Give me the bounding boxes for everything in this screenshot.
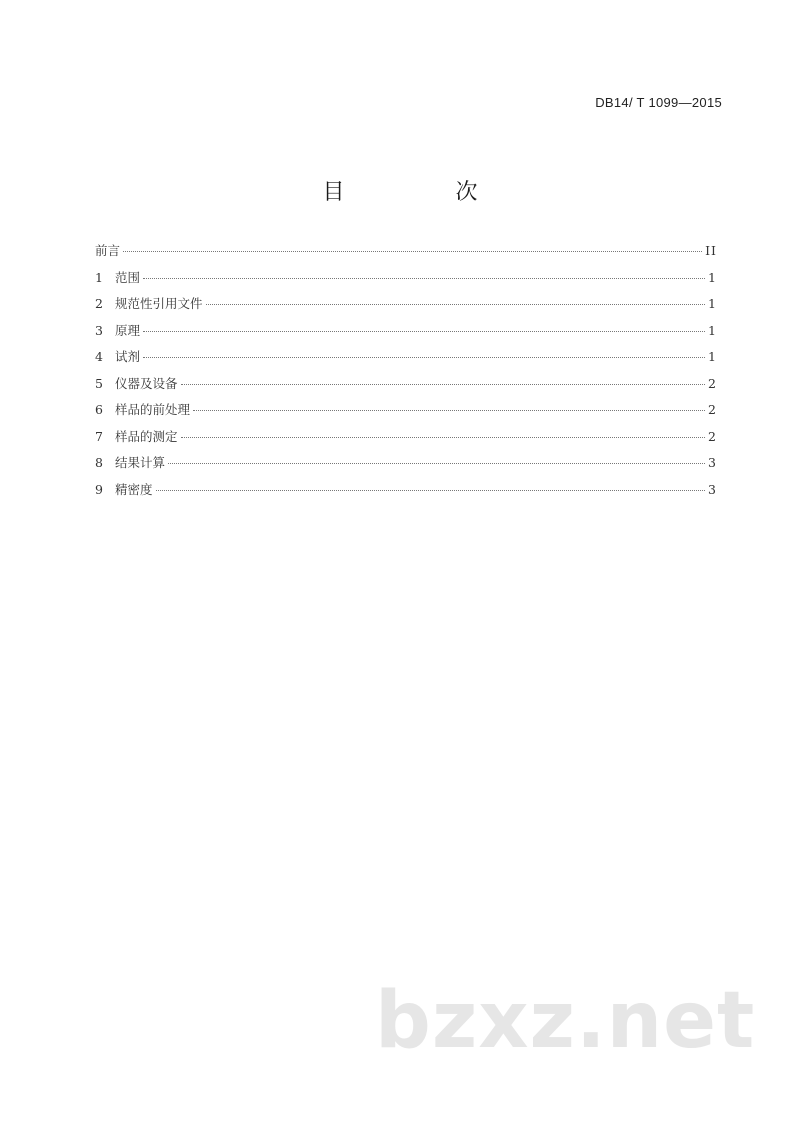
toc-entry-scope[interactable] (95, 268, 717, 295)
table-of-contents (95, 241, 717, 506)
toc-entry-number: 8 (95, 455, 103, 470)
toc-entry-number: 6 (95, 402, 103, 417)
toc-dot-leader (193, 410, 705, 411)
toc-entry-number: 1 (95, 269, 103, 285)
toc-dot-leader (143, 357, 705, 358)
toc-entry-principle[interactable] (95, 321, 717, 348)
toc-entry-number: 7 (95, 428, 103, 444)
toc-entry-label: 样品的测定 (115, 428, 178, 444)
standard-code: DB14/ T 1099—2015 (595, 95, 722, 110)
watermark: bzxz.net (375, 976, 756, 1066)
toc-entry-precision[interactable] (95, 480, 717, 507)
toc-entry-sample-determination[interactable] (95, 427, 717, 454)
toc-entry-number: 4 (95, 349, 103, 364)
toc-entry-page: 1 (708, 349, 717, 364)
toc-entry-sample-pretreatment[interactable] (95, 400, 717, 427)
toc-entry-label: 试剂 (115, 349, 141, 364)
toc-entry-calculation[interactable] (95, 453, 717, 480)
toc-entry-foreword[interactable] (95, 241, 717, 268)
toc-entry-label: 范围 (115, 269, 141, 285)
toc-entry-page: 2 (708, 428, 717, 444)
toc-entry-page: 1 (708, 296, 717, 311)
toc-entry-page: 3 (708, 481, 717, 497)
toc-entry-number: 2 (95, 296, 103, 311)
toc-dot-leader (156, 490, 706, 491)
toc-entry-page: 1 (708, 322, 717, 338)
toc-entry-label: 精密度 (115, 481, 153, 497)
toc-entry-number: 3 (95, 322, 103, 338)
toc-entry-number: 9 (95, 481, 103, 497)
toc-entry-label: 样品的前处理 (115, 402, 191, 417)
toc-dot-leader (181, 384, 706, 385)
toc-entry-label: 原理 (115, 322, 141, 338)
toc-entry-label: 规范性引用文件 (115, 296, 203, 311)
toc-dot-leader (143, 278, 705, 279)
toc-dot-leader (206, 304, 706, 305)
toc-entry-number: 5 (95, 375, 103, 391)
toc-entry-instruments[interactable] (95, 374, 717, 401)
toc-dot-leader (168, 463, 705, 464)
toc-entry-page: 2 (708, 402, 717, 417)
toc-entry-label: 仪器及设备 (115, 375, 178, 391)
toc-entry-reagents[interactable] (95, 347, 717, 374)
toc-entry-label: 结果计算 (115, 455, 166, 470)
toc-dot-leader (181, 437, 706, 438)
toc-entry-page: 1 (708, 269, 717, 285)
toc-dot-leader (123, 251, 702, 252)
page-title: 目 次 (322, 180, 530, 205)
toc-entry-page: II (705, 243, 717, 258)
toc-entry-label: 前言 (95, 243, 121, 258)
toc-dot-leader (143, 331, 705, 332)
toc-entry-page: 2 (708, 375, 717, 391)
toc-entry-normative-references[interactable] (95, 294, 717, 321)
toc-entry-page: 3 (708, 455, 717, 470)
